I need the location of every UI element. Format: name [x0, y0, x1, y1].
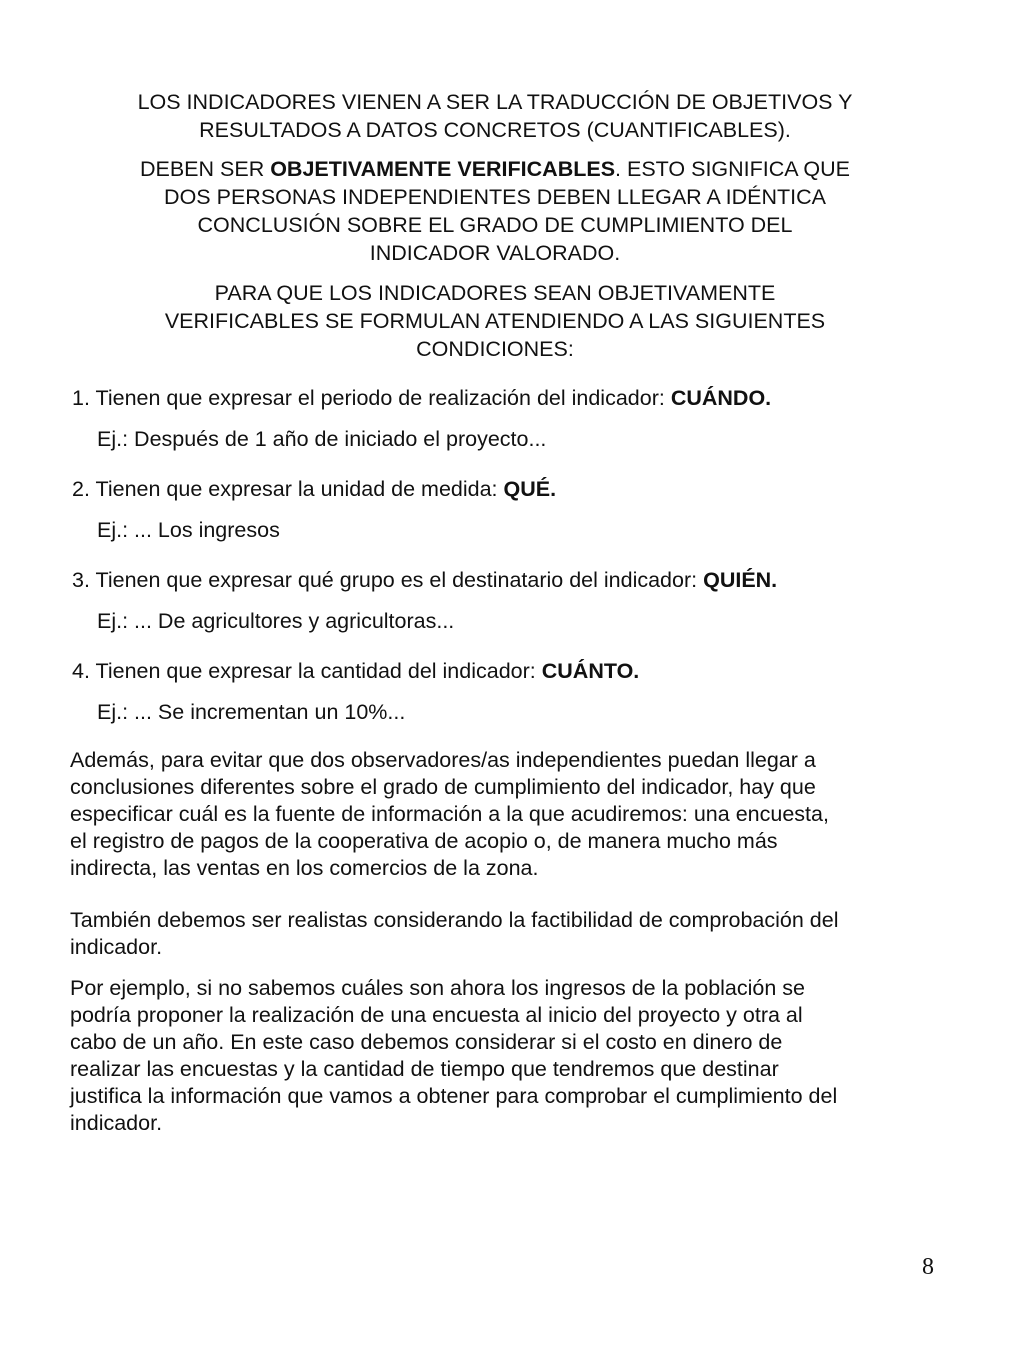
- text-line: indicador.: [70, 1111, 163, 1135]
- text-line: especificar cuál es la fuente de información a la que acudiremos: una encuesta,: [70, 802, 829, 826]
- text-line: indicador.: [70, 935, 163, 959]
- body-paragraph-realism: [70, 907, 910, 961]
- body-paragraph-sources: [70, 747, 910, 882]
- text-line: podría proponer la realización de una encuesta al inicio del proyecto y otra al: [70, 1003, 803, 1027]
- text-line: el registro de pagos de la cooperativa de acopio o, de manera mucho más: [70, 829, 778, 853]
- condition-keyword: QUIÉN.: [703, 568, 778, 592]
- text-line: CONCLUSIÓN SOBRE EL GRADO DE CUMPLIMIENTO DEL: [197, 213, 793, 237]
- condition-text: 1. Tienen que expresar el periodo de realización del indicador:: [72, 386, 671, 410]
- bold-term: OBJETIVAMENTE VERIFICABLES: [270, 157, 616, 181]
- condition-item-4: [72, 657, 952, 685]
- text-line: RESULTADOS A DATOS CONCRETOS (CUANTIFICABLES).: [199, 118, 791, 142]
- condition-item-1: [72, 384, 952, 412]
- condition-item-2: [72, 475, 952, 503]
- text-line: DOS PERSONAS INDEPENDIENTES DEBEN LLEGAR A IDÉNTICA: [164, 185, 826, 209]
- condition-example-2: Ej.: ... Los ingresos: [97, 518, 280, 542]
- text-line: PARA QUE LOS INDICADORES SEAN OBJETIVAMENTE: [214, 281, 776, 305]
- intro-paragraph-1: [70, 88, 920, 144]
- condition-keyword: CUÁNTO.: [541, 659, 640, 683]
- text-line: INDICADOR VALORADO.: [369, 241, 621, 265]
- condition-keyword: QUÉ.: [503, 477, 557, 501]
- text-line: justifica la información que vamos a obtener para comprobar el cumplimiento del: [70, 1084, 838, 1108]
- text-line: LOS INDICADORES VIENEN A SER LA TRADUCCIÓN DE OBJETIVOS Y: [137, 90, 853, 114]
- text-line: cabo de un año. En este caso debemos considerar si el costo en dinero de: [70, 1030, 783, 1054]
- intro-paragraph-2: [70, 155, 920, 267]
- condition-keyword: CUÁNDO.: [670, 386, 772, 410]
- intro-paragraph-3: [70, 279, 920, 363]
- text-line: realizar las encuestas y la cantidad de tiempo que tendremos que destinar: [70, 1057, 779, 1081]
- text-line: [70, 155, 920, 183]
- text-segment: . ESTO SIGNIFICA QUE: [615, 157, 851, 181]
- page-number: 8: [922, 1254, 934, 1280]
- condition-example-3: Ej.: ... De agricultores y agricultoras...: [97, 609, 455, 633]
- body-paragraph-example: [70, 975, 910, 1137]
- condition-item-3: [72, 566, 952, 594]
- condition-text: 3. Tienen que expresar qué grupo es el destinatario del indicador:: [72, 568, 704, 592]
- text-line: Además, para evitar que dos observadores/as independientes puedan llegar a: [70, 748, 816, 772]
- condition-text: 2. Tienen que expresar la unidad de medida:: [72, 477, 504, 501]
- text-line: indirecta, las ventas en los comercios de la zona.: [70, 856, 539, 880]
- condition-example-1: Ej.: Después de 1 año de iniciado el proyecto...: [97, 427, 547, 451]
- condition-example-4: Ej.: ... Se incrementan un 10%...: [97, 700, 406, 724]
- text-segment: DEBEN SER: [139, 157, 271, 181]
- text-line: conclusiones diferentes sobre el grado de cumplimiento del indicador, hay que: [70, 775, 816, 799]
- text-line: Por ejemplo, si no sabemos cuáles son ahora los ingresos de la población se: [70, 976, 806, 1000]
- condition-text: 4. Tienen que expresar la cantidad del indicador:: [72, 659, 542, 683]
- text-line: CONDICIONES:: [416, 337, 574, 361]
- text-line: También debemos ser realistas considerando la factibilidad de comprobación del: [70, 908, 839, 932]
- text-line: VERIFICABLES SE FORMULAN ATENDIENDO A LAS SIGUIENTES: [164, 309, 826, 333]
